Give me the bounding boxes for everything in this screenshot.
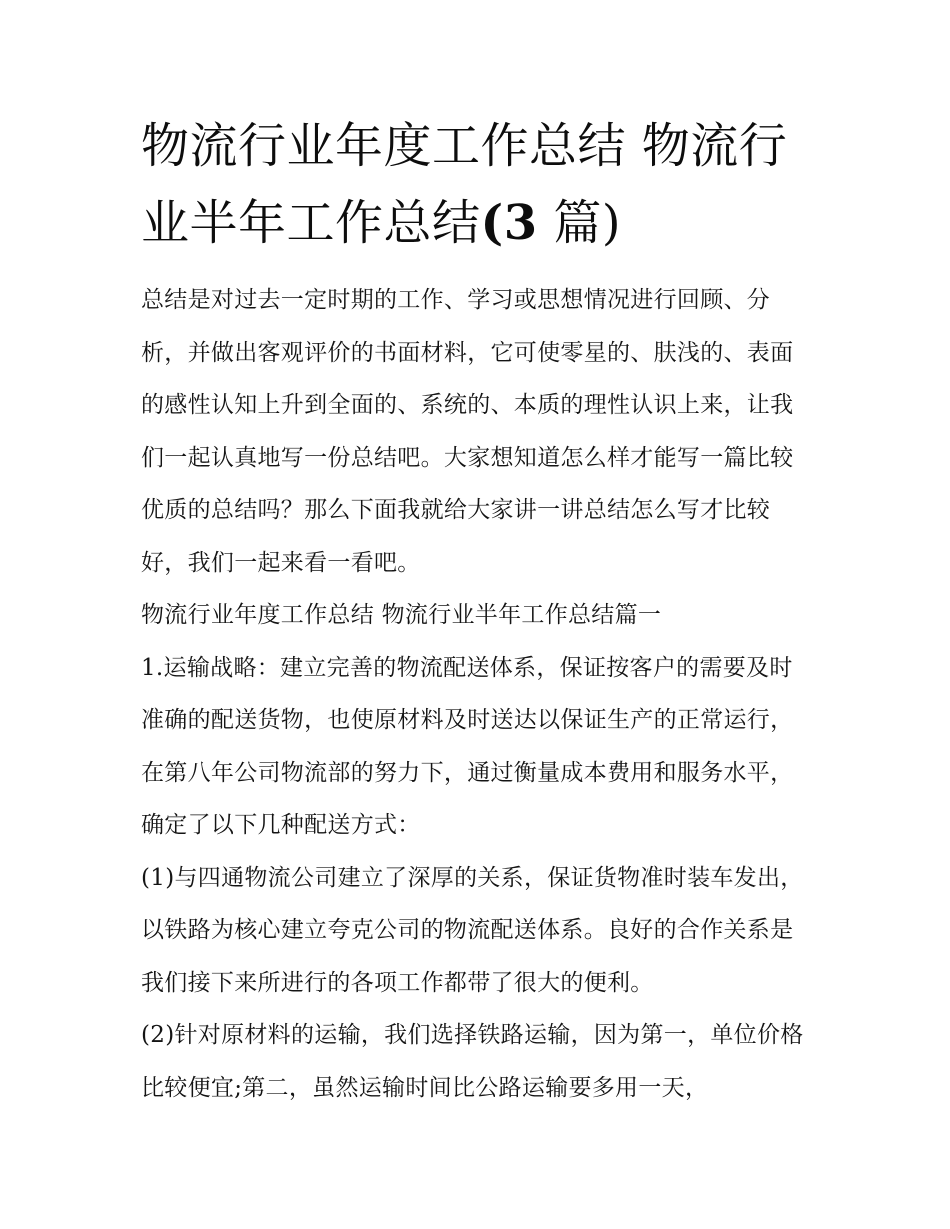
document-content [141,108,813,1114]
section-heading: 物流行业年度工作总结 物流行业半年工作总结篇一 [141,602,662,628]
title-count-text: (3 [480,195,538,251]
paragraph-transport-strategy: 1.运输战略：建立完善的物流配送体系，保证按客户的需要及时准确的配送货物，也使原材料及时送达以保证生产的正常运行，在第八年公司物流部的努力下，通过衡量成本费用和服务水平，确定了以下几种配送方式： [141,654,794,838]
document-body [141,274,813,1114]
title-suffix-text: 篇) [537,195,622,251]
title-main-text: 物流行业年度工作总结 物流行业半年工作总结 [141,118,788,251]
paragraph-item-1: (1)与四通物流公司建立了深厚的关系，保证货物准时装车发出，以铁路为核心建立夸克公司的物流配送体系。良好的合作关系是我们接下来所进行的各项工作都带了很大的便利。 [141,864,804,996]
document-title [141,108,813,262]
paragraph-item-2: (2)针对原材料的运输，我们选择铁路运输，因为第一，单位价格比较便宜;第二，虽然运输时间比公路运输要多用一天， [141,1022,804,1101]
intro-paragraph: 总结是对过去一定时期的工作、学习或思想情况进行回顾、分析，并做出客观评价的书面材料，它可使零星的、肤浅的、表面的感性认知上升到全面的、系统的、本质的理性认识上来，让我们一起认真地写一份总结吧。大家想知道怎么样才能写一篇比较优质的总结吗？那么下面我就给大家讲一讲总结怎么写才比较好，我们一起来看一看吧。 [141,287,794,576]
